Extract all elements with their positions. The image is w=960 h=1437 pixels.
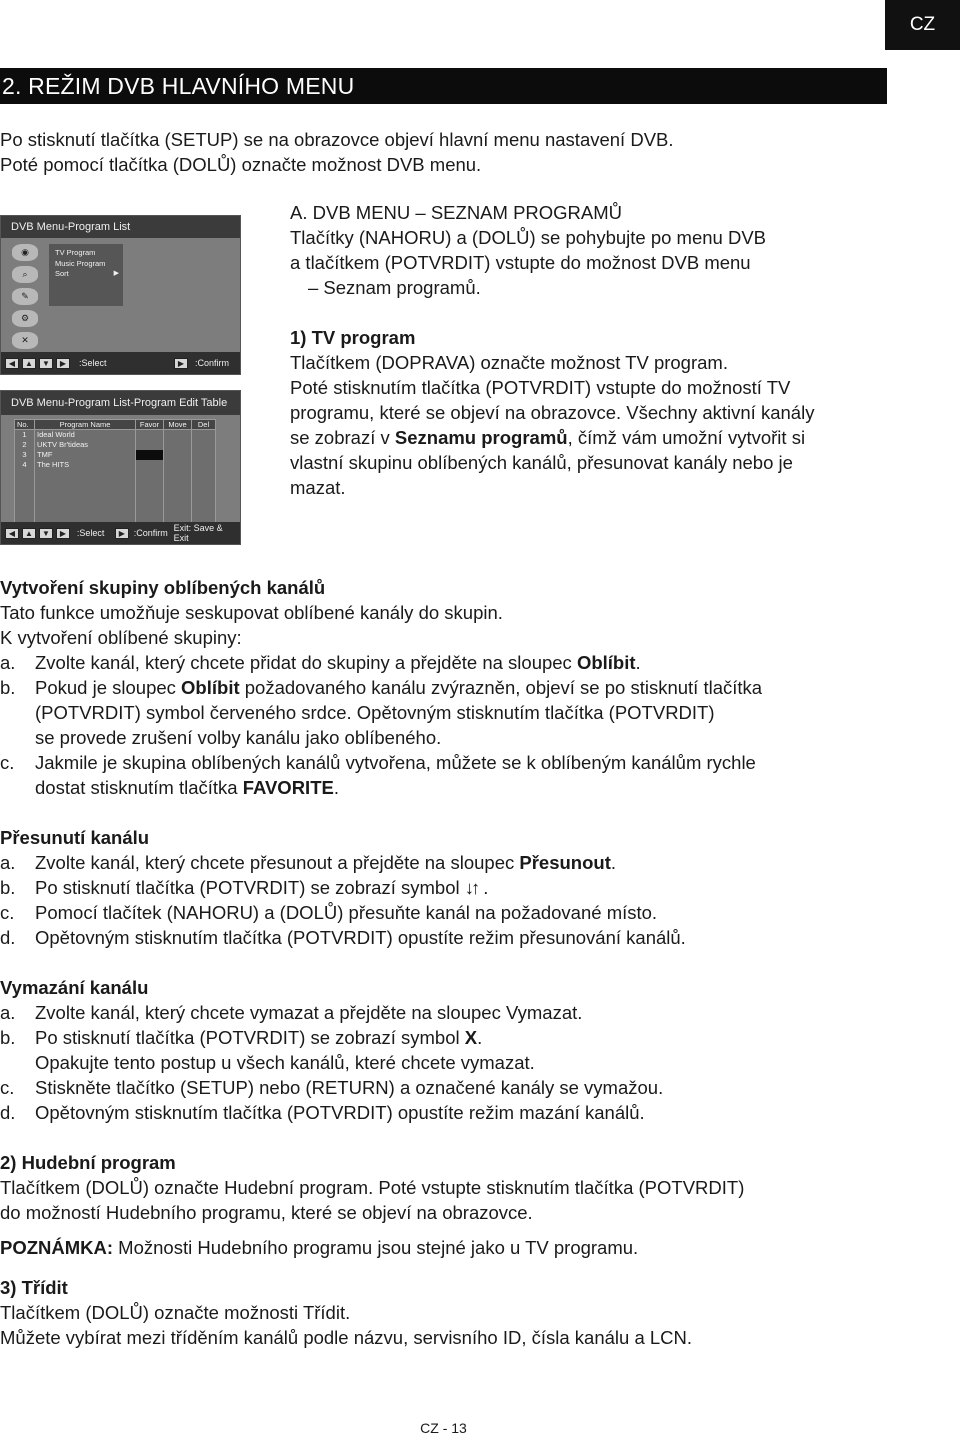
move-heading-text: Přesunutí kanálu — [0, 827, 150, 848]
header-program-name: Program Name — [35, 420, 136, 430]
osd-program-edit-screen — [0, 390, 241, 545]
item-label: c. — [0, 902, 15, 923]
search-icon: ⌕ — [12, 266, 38, 283]
music-heading-text: 2) Hudební program — [0, 1152, 176, 1173]
item-label: d. — [0, 1102, 16, 1123]
ok-key-icon: ▶ — [115, 528, 129, 539]
favorites-line: Tato funkce umožňuje seskupovat oblíbené kanály do skupin. — [0, 602, 503, 623]
move-cell — [164, 450, 192, 460]
tools-icon: ⚙ — [12, 310, 38, 327]
del-cell — [192, 450, 216, 460]
arrow-down-icon: ▼ — [39, 528, 53, 539]
header-del: Del — [192, 420, 216, 430]
list-item — [0, 675, 762, 700]
close-icon: ✕ — [12, 332, 38, 349]
move-symbol-icon: ↓↑ — [464, 877, 478, 898]
text-run: . — [483, 877, 489, 898]
text-run: Po stisknutí tlačítka (POTVRDIT) se zobrazí symbol — [35, 1027, 465, 1048]
table-row — [15, 450, 216, 460]
header-move: Move — [164, 420, 192, 430]
table-row-empty — [15, 470, 216, 530]
arrow-up-icon: ▲ — [22, 528, 36, 539]
tv-program-heading — [290, 325, 814, 350]
bold-run: Přesunout — [519, 852, 611, 873]
osd-submenu — [49, 244, 123, 306]
favor-cell — [136, 460, 164, 470]
list-item — [0, 875, 762, 900]
item-continuation: (POTVRDIT) symbol červeného srdce. Opětovným stisknutím tlačítka (POTVRDIT) — [35, 702, 715, 723]
list-item — [0, 925, 762, 950]
favor-cell — [136, 430, 164, 440]
table-row — [15, 460, 216, 470]
music-note — [0, 1235, 762, 1260]
favorites-heading — [0, 575, 762, 600]
del-cell — [192, 460, 216, 470]
item-text — [35, 850, 616, 875]
item-continuation: se provede zrušení volby kanálu jako oblíbeného. — [35, 727, 442, 748]
list-item — [0, 1000, 762, 1025]
intro-line: Poté pomocí tlačítka (DOLŮ) označte možnost DVB menu. — [0, 154, 482, 175]
text-run: . — [610, 852, 616, 873]
item-label: d. — [0, 927, 16, 948]
tv-program-line: vlastní skupinu oblíbených kanálů, přesunovat kanály nebo je — [290, 452, 793, 473]
section-title: 2. REŽIM DVB HLAVNÍHO MENU — [0, 68, 887, 104]
satellite-icon: ◉ — [12, 244, 38, 261]
table-row — [15, 440, 216, 450]
row-name: The HITS — [35, 460, 136, 470]
item-text: Jakmile je skupina oblíbených kanálů vytvořena, můžete se k oblíbeným kanálům rychle — [35, 752, 756, 773]
osd-menu-item-sort-label: Sort — [55, 269, 69, 278]
text-run: se zobrazí v — [290, 427, 395, 448]
bold-run: Seznamu programů — [394, 427, 568, 448]
sort-line: Tlačítkem (DOLŮ) označte možnosti Třídit. — [0, 1302, 351, 1323]
ok-key-icon: ▶ — [174, 358, 188, 369]
arrow-right-icon: ▶ — [56, 358, 70, 369]
tv-program-heading-text: 1) TV program — [290, 327, 416, 348]
item-label: a. — [0, 852, 16, 873]
list-item — [0, 750, 762, 775]
music-heading — [0, 1150, 762, 1175]
move-cell — [164, 430, 192, 440]
item-label: c. — [0, 1077, 15, 1098]
item-label: c. — [0, 752, 15, 773]
arrow-down-icon: ▼ — [39, 358, 53, 369]
table-header-row — [15, 420, 216, 430]
favor-cell — [136, 440, 164, 450]
row-no: 4 — [15, 460, 35, 470]
arrow-left-icon: ◀ — [5, 358, 19, 369]
del-cell — [192, 440, 216, 450]
arrow-left-icon: ◀ — [5, 528, 19, 539]
move-cell — [164, 460, 192, 470]
item-text: Zvolte kanál, který chcete vymazat a přejděte na sloupec Vymazat. — [35, 1002, 583, 1023]
osd-title: DVB Menu-Program List-Program Edit Table — [1, 391, 240, 415]
program-edit-table — [14, 419, 216, 529]
music-line: do možností Hudebního programu, které se objeví na obrazovce. — [0, 1202, 533, 1223]
row-no: 1 — [15, 430, 35, 440]
text-run: . — [333, 777, 339, 798]
osd-footer-confirm: :Confirm — [133, 528, 168, 538]
osd-footer-select: :Select — [79, 358, 107, 368]
list-item — [0, 900, 762, 925]
tv-program-line — [290, 425, 814, 450]
main-body — [0, 575, 762, 1350]
section-a-line: a tlačítkem (POTVRDIT) vstupte do možnost DVB menu — [290, 252, 751, 273]
tv-program-line: programu, které se objeví na obrazovce. Všechny aktivní kanály — [290, 402, 815, 423]
tv-program-line: Poté stisknutím tlačítka (POTVRDIT) vstupte do možností TV — [290, 377, 791, 398]
osd-footer — [1, 352, 240, 374]
section-a-line: Tlačítky (NAHORU) a (DOLŮ) se pohybujte po menu DVB — [290, 227, 767, 248]
section-a-line: – Seznam programů. — [308, 277, 481, 298]
list-item — [0, 850, 762, 875]
item-label: b. — [0, 677, 16, 698]
bold-run: FAVORITE — [242, 777, 334, 798]
item-label: b. — [0, 1027, 16, 1048]
arrow-right-icon: ▶ — [56, 528, 70, 539]
item-label: a. — [0, 1002, 16, 1023]
item-text: Opětovným stisknutím tlačítka (POTVRDIT) opustíte režim mazání kanálů. — [35, 1102, 645, 1123]
osd-footer-select: :Select — [76, 528, 105, 538]
sort-line: Můžete vybírat mezi tříděním kanálů podle názvu, servisního ID, čísla kanálu a LCN. — [0, 1327, 693, 1348]
row-no: 2 — [15, 440, 35, 450]
osd-footer-confirm: :Confirm — [195, 358, 230, 368]
edit-icon: ✎ — [12, 288, 38, 305]
section-a-heading: A. DVB MENU – SEZNAM PROGRAMŮ — [290, 202, 623, 223]
delete-heading — [0, 975, 762, 1000]
item-text — [35, 675, 762, 700]
item-text: Stiskněte tlačítko (SETUP) nebo (RETURN) a označené kanály se vymažou. — [35, 1077, 664, 1098]
osd-program-list-screen — [0, 215, 241, 375]
arrow-up-icon: ▲ — [22, 358, 36, 369]
text-run: Zvolte kanál, který chcete přidat do skupiny a přejděte na sloupec — [35, 652, 577, 673]
item-text: Pomocí tlačítek (NAHORU) a (DOLŮ) přesuňte kanál na požadované místo. — [35, 902, 658, 923]
item-text: Opětovným stisknutím tlačítka (POTVRDIT) opustíte režim přesunování kanálů. — [35, 927, 686, 948]
move-cell — [164, 440, 192, 450]
note-label: POZNÁMKA: — [0, 1237, 114, 1258]
text-run: , čímž vám umožní vytvořit si — [567, 427, 806, 448]
note-text: Možnosti Hudebního programu jsou stejné jako u TV programu. — [113, 1237, 639, 1258]
osd-icon-column — [9, 244, 41, 356]
header-favor: Favor — [136, 420, 164, 430]
item-text — [35, 650, 641, 675]
favorites-line: K vytvoření oblíbené skupiny: — [0, 627, 242, 648]
text-run: . — [635, 652, 641, 673]
osd-menu-item-sort — [55, 269, 117, 280]
bold-run: Oblíbit — [181, 677, 240, 698]
list-item — [0, 1075, 762, 1100]
sort-heading-text: 3) Třídit — [0, 1277, 68, 1298]
item-label: b. — [0, 877, 16, 898]
row-name: TMF — [35, 450, 136, 460]
move-heading — [0, 825, 762, 850]
item-text — [35, 875, 488, 900]
list-item — [0, 1100, 762, 1125]
triangle-right-icon: ▶ — [113, 270, 119, 277]
row-name: Ideal World — [35, 430, 136, 440]
intro-line: Po stisknutí tlačítka (SETUP) se na obrazovce objeví hlavní menu nastavení DVB. — [0, 129, 674, 150]
list-item — [0, 1025, 762, 1050]
language-tab: CZ — [885, 0, 960, 50]
delete-heading-text: Vymazání kanálu — [0, 977, 149, 998]
tv-program-line: Tlačítkem (DOPRAVA) označte možnost TV program. — [290, 352, 728, 373]
bold-run: Oblíbit — [576, 652, 636, 673]
item-continuation — [0, 775, 762, 800]
page-number: CZ - 13 — [420, 1420, 467, 1436]
osd-menu-item-tv: TV Program — [55, 248, 96, 257]
favor-cell-highlighted — [136, 450, 164, 460]
list-item — [0, 650, 762, 675]
item-text — [35, 1025, 482, 1050]
text-run: Zvolte kanál, který chcete přesunout a přejděte na sloupec — [35, 852, 520, 873]
osd-footer — [1, 522, 240, 544]
row-no: 3 — [15, 450, 35, 460]
table-row — [15, 430, 216, 440]
osd-footer-exit: Exit: Save & Exit — [173, 523, 223, 543]
osd-menu-item-music: Music Program — [55, 258, 106, 268]
sort-heading — [0, 1275, 762, 1300]
text-run: Pokud je sloupec — [35, 677, 182, 698]
del-cell — [192, 430, 216, 440]
text-run: dostat stisknutím tlačítka — [35, 777, 243, 798]
music-line: Tlačítkem (DOLŮ) označte Hudební program. Poté vstupte stisknutím tlačítka (POTVRDIT) — [0, 1177, 745, 1198]
item-label: a. — [0, 652, 16, 673]
header-no: No. — [15, 420, 35, 430]
intro-paragraph — [0, 127, 674, 177]
bold-run: X — [464, 1027, 478, 1048]
text-run: Po stisknutí tlačítka (POTVRDIT) se zobrazí symbol — [35, 877, 465, 898]
item-continuation: Opakujte tento postup u všech kanálů, které chcete vymazat. — [35, 1052, 535, 1073]
section-a — [290, 200, 814, 500]
osd-title: DVB Menu-Program List — [1, 216, 240, 238]
text-run: požadovaného kanálu zvýrazněn, objeví se po stisknutí tlačítka — [239, 677, 763, 698]
row-name: UKTV Br'tideas — [35, 440, 136, 450]
favorites-heading-text: Vytvoření skupiny oblíbených kanálů — [0, 577, 326, 598]
tv-program-line: mazat. — [290, 477, 346, 498]
text-run: . — [477, 1027, 483, 1048]
